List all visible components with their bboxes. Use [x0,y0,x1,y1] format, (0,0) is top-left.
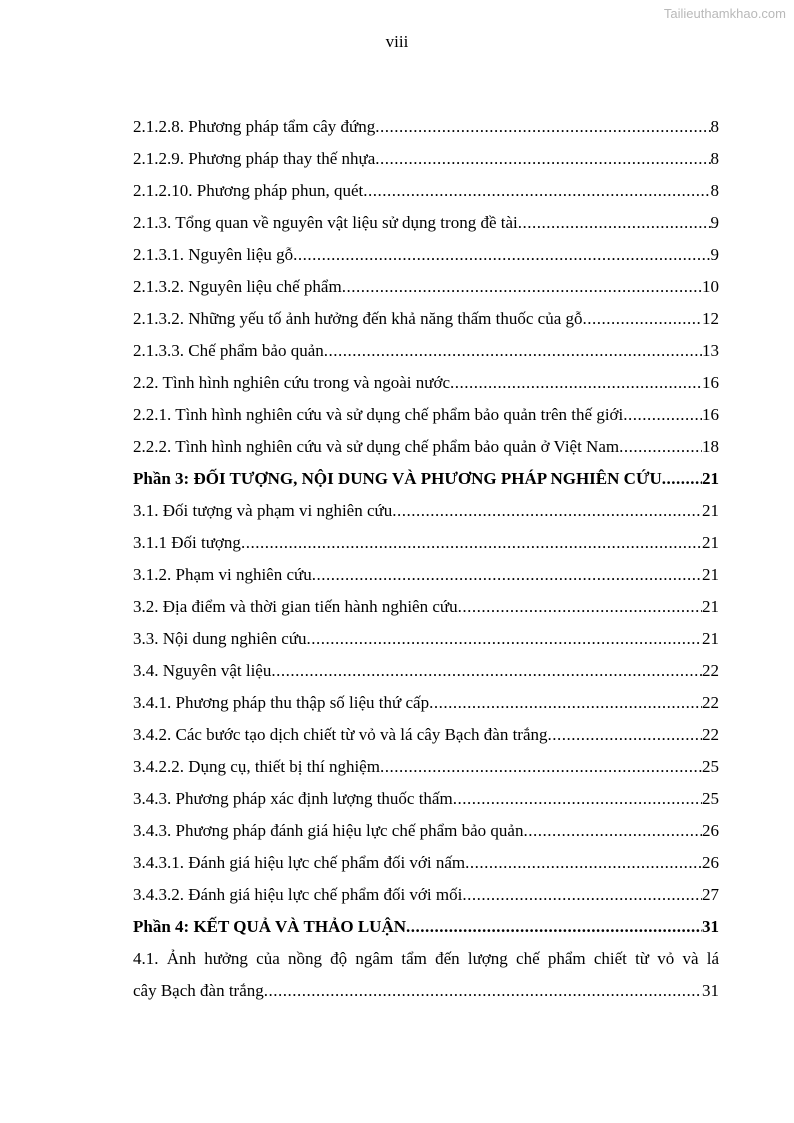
toc-entry-title: 2.1.3. Tổng quan về nguyên vật liệu sử dụng trong đề tài [133,213,518,232]
toc-entry-title: 3.4.1. Phương pháp thu thập số liệu thứ cấp [133,693,430,712]
toc-entry-title: 3.4. Nguyên vật liệu [133,661,272,680]
toc-dot-leader [392,495,702,527]
toc-entry[interactable] [133,591,719,623]
toc-entry[interactable] [133,751,719,783]
toc-entry-page: 25 [702,789,719,808]
toc-entry-page: 9 [710,213,719,232]
toc-entry-title: 2.1.2.8. Phương pháp tẩm cây đứng [133,117,376,136]
toc-entry[interactable] [133,623,719,655]
toc-entry[interactable] [133,239,719,271]
toc-entry-page: 8 [710,117,719,136]
toc-dot-leader [458,591,702,623]
toc-dot-leader [450,367,702,399]
toc-dot-leader [548,719,703,751]
toc-dot-leader [429,687,702,719]
toc-entry[interactable] [133,719,719,751]
toc-entry[interactable] [133,143,719,175]
toc-entry-title: 3.4.3.2. Đánh giá hiệu lực chế phẩm đối với mối [133,885,463,904]
toc-dot-leader [271,655,702,687]
toc-entry[interactable] [133,367,719,399]
toc-entry-title: 3.1.2. Phạm vi nghiên cứu [133,565,312,584]
toc-entry-page: 13 [702,341,719,360]
toc-entry-title: 3.2. Địa điểm và thời gian tiến hành nghiên cứu [133,597,458,616]
toc-entry-title: 3.4.3. Phương pháp đánh giá hiệu lực chế phẩm bảo quản [133,821,524,840]
toc-entry-page: 21 [702,533,719,552]
toc-entry-title: 2.1.2.9. Phương pháp thay thế nhựa [133,149,376,168]
toc-entry-title: 2.1.2.10. Phương pháp phun, quét [133,181,364,200]
toc-entry-page: 31 [702,917,719,936]
toc-entry-page: 21 [702,565,719,584]
toc-entry-title: 2.2.1. Tình hình nghiên cứu và sử dụng chế phẩm bảo quản trên thế giới [133,405,624,424]
toc-dot-leader [363,175,710,207]
toc-entry-page: 21 [702,597,719,616]
toc-entry-page: 21 [702,629,719,648]
toc-entry-page: 10 [702,277,719,296]
toc-entry-page: 22 [702,693,719,712]
toc-entry-page: 12 [702,309,719,328]
toc-entry[interactable] [133,559,719,591]
toc-list [133,111,719,943]
toc-entry[interactable] [133,271,719,303]
toc-entry-title: 2.2.2. Tình hình nghiên cứu và sử dụng chế phẩm bảo quản ở Việt Nam [133,437,620,456]
toc-entry[interactable] [133,687,719,719]
toc-entry-title: 3.3. Nội dung nghiên cứu [133,629,307,648]
toc-entry-title: 3.4.3. Phương pháp xác định lượng thuốc thấm [133,789,453,808]
toc-entry[interactable] [133,879,719,911]
toc-entry-page: 16 [702,373,719,392]
toc-entry-page: 21 [702,501,719,520]
toc-entry-title: 2.1.3.1. Nguyên liệu gỗ [133,245,294,264]
toc-dot-leader [523,815,702,847]
toc-dot-leader [623,399,702,431]
toc-dot-leader [465,847,702,879]
toc-entry-title: 3.1. Đối tượng và phạm vi nghiên cứu [133,501,393,520]
toc-entry-section[interactable] [133,911,719,943]
toc-dot-leader [583,303,703,335]
toc-entry[interactable] [133,847,719,879]
toc-dot-leader [453,783,702,815]
toc-entry[interactable] [133,303,719,335]
toc-entry-page: 22 [702,725,719,744]
toc-dot-leader [307,623,702,655]
toc-entry-page: 26 [702,853,719,872]
toc-dot-leader [312,559,702,591]
watermark: Tailieuthamkhao.com [663,6,786,21]
toc-entry-page: 9 [710,245,719,264]
toc-entry-title: 3.4.2. Các bước tạo dịch chiết từ vỏ và lá cây Bạch đàn trắng [133,725,548,744]
toc-entry-page: 26 [702,821,719,840]
toc-dot-leader [462,879,702,911]
toc-entry-title: Phần 3: ĐỐI TƯỢNG, NỘI DUNG VÀ PHƯƠNG PHÁP NGHIÊN CỨU [133,469,662,488]
toc-entry-multiline[interactable] [133,943,719,1007]
toc-dot-leader [375,111,710,143]
toc-entry[interactable] [133,175,719,207]
toc-entry-page: 27 [702,885,719,904]
toc-dot-leader [518,207,711,239]
toc-entry-title: 3.4.2.2. Dụng cụ, thiết bị thí nghiệm [133,757,380,776]
toc-entry-section[interactable] [133,463,719,495]
toc-entry-title: Phần 4: KẾT QUẢ VÀ THẢO LUẬN [133,917,406,936]
toc-entry[interactable] [133,815,719,847]
toc-dot-leader [241,527,702,559]
toc-dot-leader [342,271,702,303]
toc-entry[interactable] [133,655,719,687]
toc-entry[interactable] [133,527,719,559]
toc-entry-page: 16 [702,405,719,424]
toc-dot-leader [264,975,702,1007]
toc-entry[interactable] [133,495,719,527]
toc-entry[interactable] [133,431,719,463]
toc-dot-leader [662,463,702,495]
toc-entry-title: 2.1.3.2. Nguyên liệu chế phẩm [133,277,342,296]
toc-dot-leader [619,431,702,463]
toc-entry-title: 2.1.3.3. Chế phẩm bảo quản [133,341,324,360]
toc-dot-leader [375,143,710,175]
table-of-contents [133,111,719,1007]
toc-entry-page: 21 [702,469,719,488]
toc-dot-leader [293,239,710,271]
toc-entry-page: 22 [702,661,719,680]
toc-entry[interactable] [133,111,719,143]
toc-entry-page: 31 [702,981,719,1000]
toc-entry[interactable] [133,335,719,367]
toc-dot-leader [406,911,702,943]
toc-entry-page: 18 [702,437,719,456]
toc-entry-title-line1: 4.1. Ảnh hưởng của nồng độ ngâm tẩm đến lượng chế phẩm chiết từ vỏ và lá [133,949,719,968]
toc-entry-title: 2.2. Tình hình nghiên cứu trong và ngoài nước [133,373,450,392]
toc-entry-page: 8 [710,149,719,168]
toc-entry-page: 25 [702,757,719,776]
toc-entry-title-line2: cây Bạch đàn trắng [133,981,264,1000]
toc-entry[interactable] [133,783,719,815]
toc-entry-title: 2.1.3.2. Những yếu tố ảnh hưởng đến khả năng thấm thuốc của gỗ [133,309,583,328]
page-number: viii [385,32,409,51]
toc-dot-leader [324,335,702,367]
toc-entry-title: 3.4.3.1. Đánh giá hiệu lực chế phẩm đối với nấm [133,853,466,872]
toc-entry[interactable] [133,399,719,431]
toc-entry[interactable] [133,207,719,239]
toc-entry-title: 3.1.1 Đối tượng [133,533,241,552]
toc-dot-leader [380,751,702,783]
toc-entry-page: 8 [710,181,719,200]
